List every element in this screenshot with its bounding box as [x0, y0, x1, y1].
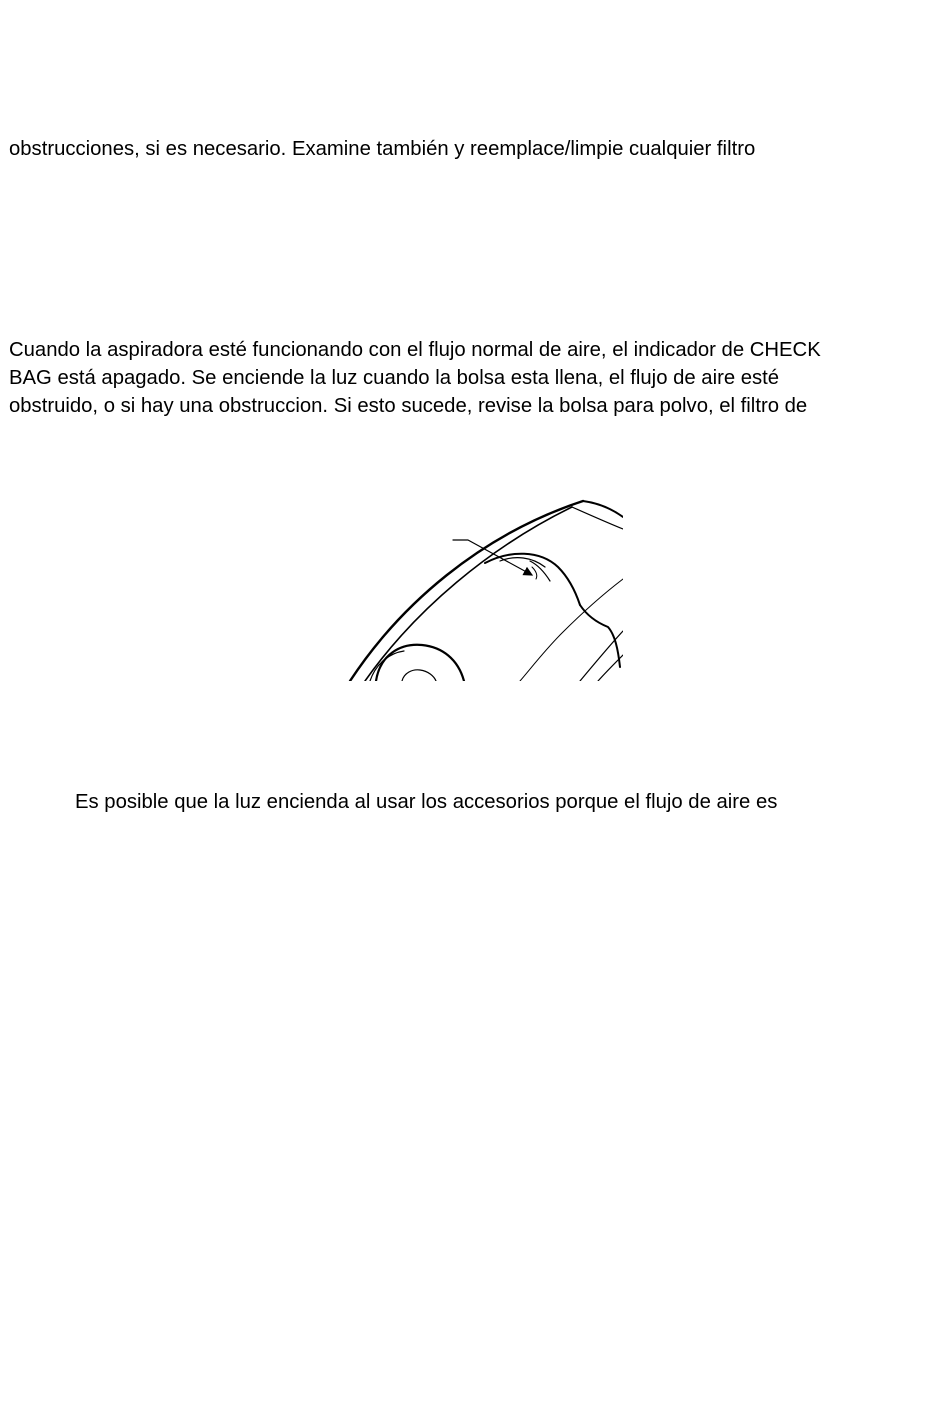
text-line-4: obstruido, o si hay una obstruccion. Si esto sucede, revise la bolsa para polvo, el filtro de	[9, 395, 808, 417]
text-line-1: obstrucciones, si es necesario. Examine también y reemplace/limpie cualquier filtro	[9, 138, 756, 160]
text-line-3: BAG está apagado. Se enciende la luz cuando la bolsa esta llena, el flujo de aire esté	[9, 367, 780, 389]
vacuum-check-bag-indicator-illustration	[340, 495, 630, 685]
text-line-2: Cuando la aspiradora esté funcionando con el flujo normal de aire, el indicador de CHECK	[9, 339, 821, 361]
text-line-5: Es posible que la luz encienda al usar los accesorios porque el flujo de aire es	[75, 791, 778, 813]
